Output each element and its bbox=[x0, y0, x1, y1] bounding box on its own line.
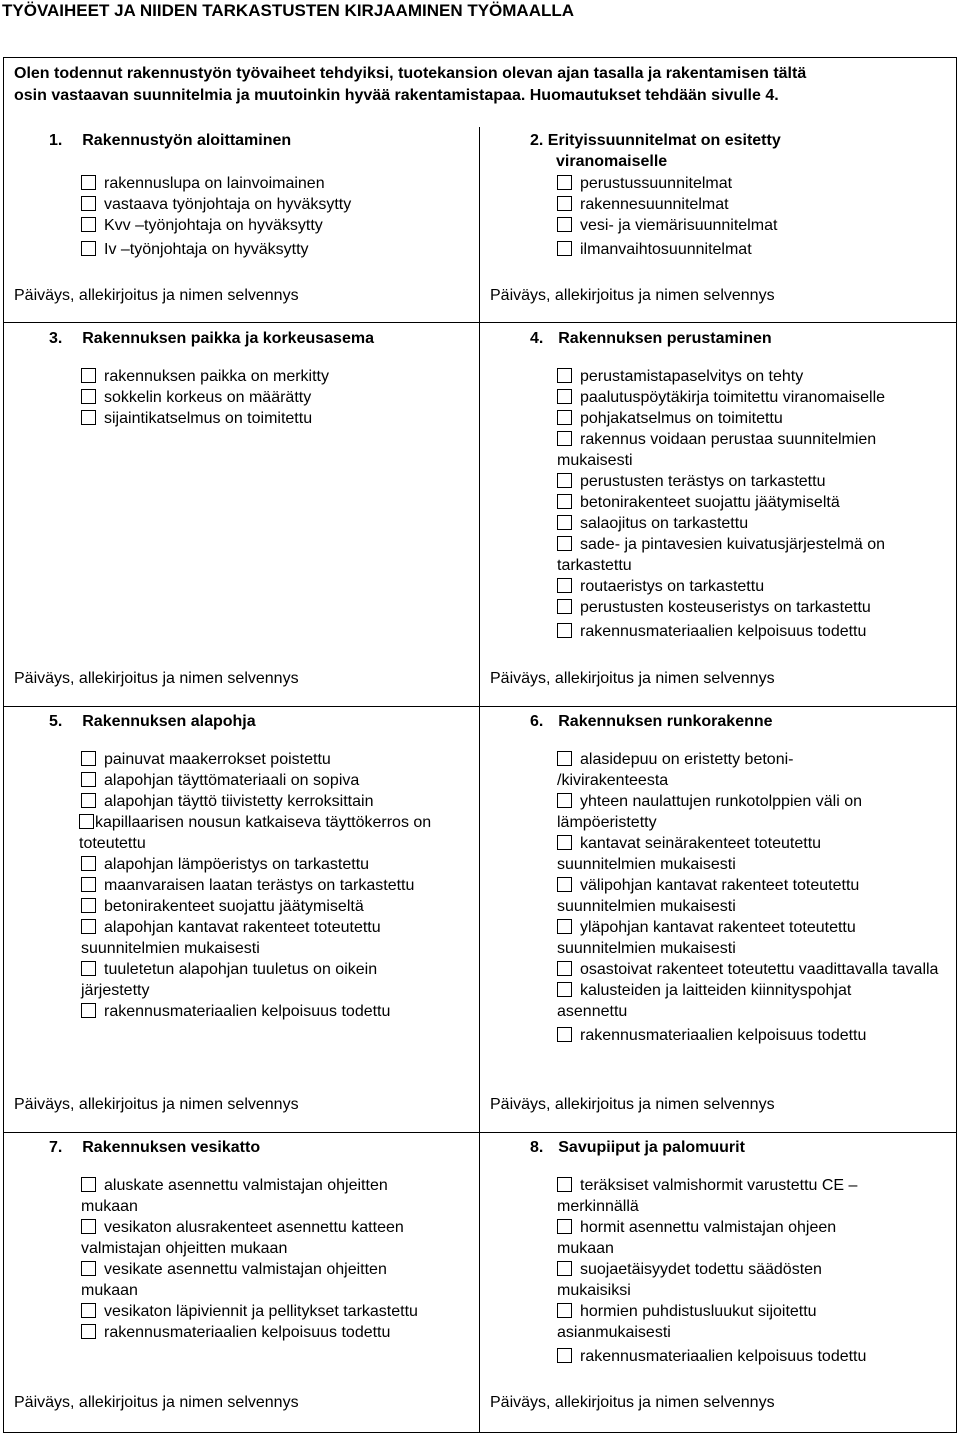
checklist-item bbox=[557, 980, 907, 1022]
checkbox[interactable] bbox=[81, 1003, 96, 1018]
item-label: rakennuksen paikka on merkitty bbox=[104, 368, 329, 385]
checkbox[interactable] bbox=[81, 856, 96, 871]
checklist-item bbox=[557, 534, 942, 576]
checkbox[interactable] bbox=[557, 599, 572, 614]
signature-line: Päiväys, allekirjoitus ja nimen selvennys bbox=[490, 287, 775, 304]
checkbox[interactable] bbox=[81, 898, 96, 913]
item-label: betonirakenteet suojattu jäätymiseltä bbox=[104, 898, 364, 915]
checkbox[interactable] bbox=[557, 196, 572, 211]
section-3-heading bbox=[49, 328, 374, 349]
checkbox[interactable] bbox=[81, 175, 96, 190]
item-label: rakennesuunnitelmat bbox=[580, 196, 729, 213]
checklist-item bbox=[557, 621, 949, 642]
checklist-item bbox=[557, 1346, 942, 1367]
section-number: 6. bbox=[530, 713, 544, 730]
checklist-item bbox=[557, 1025, 942, 1046]
checkbox[interactable] bbox=[557, 368, 572, 383]
checklist-item bbox=[557, 875, 897, 917]
checkbox[interactable] bbox=[81, 772, 96, 787]
checklist-item bbox=[557, 408, 949, 429]
checklist-item bbox=[81, 1217, 461, 1259]
checklist-item bbox=[557, 239, 947, 260]
checkbox[interactable] bbox=[557, 1219, 572, 1234]
section-8-heading bbox=[530, 1137, 745, 1158]
item-label: painuvat maakerrokset poistettu bbox=[104, 751, 331, 768]
checkbox[interactable] bbox=[557, 751, 572, 766]
section-title: Rakennuksen paikka ja korkeusasema bbox=[82, 330, 374, 347]
checklist-item bbox=[557, 366, 949, 387]
checklist-item bbox=[81, 173, 471, 194]
signature-line: Päiväys, allekirjoitus ja nimen selvennys bbox=[14, 1394, 299, 1411]
item-label: alapohjan täyttö tiivistetty kerroksittain bbox=[104, 793, 374, 810]
row-divider-3 bbox=[3, 1132, 957, 1133]
checkbox[interactable] bbox=[557, 623, 572, 638]
section-3-checklist bbox=[81, 366, 471, 429]
section-number: 7. bbox=[49, 1139, 63, 1156]
section-4-checklist bbox=[557, 366, 949, 642]
section-number: 4. bbox=[530, 330, 544, 347]
item-label: välipohjan kantavat rakenteet toteutettu suunnitelmien mukaisesti bbox=[557, 877, 860, 915]
checklist-item bbox=[557, 791, 897, 833]
checklist-item bbox=[557, 194, 947, 215]
checklist-item bbox=[81, 408, 471, 429]
item-label: perustamistapaselvitys on tehty bbox=[580, 368, 804, 385]
frame-left-border bbox=[3, 57, 4, 1433]
item-label: sade- ja pintavesien kuivatusjärjestelmä on tarkastettu bbox=[557, 536, 886, 574]
section-5-checklist bbox=[81, 749, 466, 1022]
checkbox[interactable] bbox=[557, 835, 572, 850]
section-title: Rakennuksen vesikatto bbox=[82, 1139, 261, 1156]
frame-bottom-border bbox=[3, 1432, 957, 1433]
item-label: alapohjan lämpöeristys on tarkastettu bbox=[104, 856, 370, 873]
item-label: perustusten kosteuseristys on tarkastettu bbox=[580, 599, 871, 616]
checklist-item bbox=[81, 770, 466, 791]
checklist-item bbox=[557, 513, 949, 534]
item-label: alapohjan kantavat rakenteet toteutettu suunnitelmien mukaisesti bbox=[81, 919, 381, 957]
signature-line: Päiväys, allekirjoitus ja nimen selvennys bbox=[490, 1096, 775, 1113]
checklist-item bbox=[81, 917, 466, 959]
item-label: betonirakenteet suojattu jäätymiseltä bbox=[580, 494, 840, 511]
checkbox[interactable] bbox=[557, 431, 572, 446]
checkbox[interactable] bbox=[81, 368, 96, 383]
item-label: rakennusmateriaalien kelpoisuus todettu bbox=[580, 623, 867, 640]
section-number: 1. bbox=[49, 132, 63, 149]
checklist-item bbox=[557, 1175, 917, 1217]
checklist-item bbox=[557, 1259, 872, 1301]
checklist-item bbox=[81, 791, 466, 812]
checkbox[interactable] bbox=[557, 515, 572, 530]
checkbox[interactable] bbox=[81, 217, 96, 232]
checklist-item bbox=[557, 959, 947, 980]
item-label: sokkelin korkeus on määrätty bbox=[104, 389, 312, 406]
checkbox[interactable] bbox=[81, 196, 96, 211]
section-title: Savupiiput ja palomuurit bbox=[558, 1139, 745, 1156]
checkbox[interactable] bbox=[557, 961, 572, 976]
row-divider-2 bbox=[3, 706, 957, 707]
item-label: kapillaarisen nousun katkaiseva täyttökerros on toteutettu bbox=[79, 814, 432, 852]
checklist-item bbox=[557, 173, 947, 194]
checklist-item bbox=[81, 387, 471, 408]
checkbox[interactable] bbox=[81, 389, 96, 404]
section-title: Rakennuksen runkorakenne bbox=[558, 713, 773, 730]
checklist-item bbox=[557, 429, 929, 471]
section-title-line-1: Erityissuunnitelmat on esitetty bbox=[547, 132, 781, 149]
signature-line: Päiväys, allekirjoitus ja nimen selvennys bbox=[14, 670, 299, 687]
intro-text bbox=[14, 63, 944, 107]
item-label: kalusteiden ja laitteiden kiinnityspohjat asennettu bbox=[557, 982, 852, 1020]
item-label: routaeristys on tarkastettu bbox=[580, 578, 765, 595]
item-label: aluskate asennettu valmistajan ohjeitten mukaan bbox=[81, 1177, 388, 1215]
checkbox[interactable] bbox=[557, 793, 572, 808]
checklist-item bbox=[557, 576, 949, 597]
item-label: Iv –työnjohtaja on hyväksytty bbox=[104, 241, 309, 258]
item-label: rakennusmateriaalien kelpoisuus todettu bbox=[104, 1003, 391, 1020]
item-label: vastaava työnjohtaja on hyväksytty bbox=[104, 196, 352, 213]
checkbox[interactable] bbox=[557, 877, 572, 892]
checkbox[interactable] bbox=[557, 1303, 572, 1318]
section-6-checklist bbox=[557, 749, 942, 1046]
checkbox[interactable] bbox=[557, 578, 572, 593]
section-number: 8. bbox=[530, 1139, 544, 1156]
section-1-checklist bbox=[81, 173, 471, 260]
checkbox[interactable] bbox=[81, 751, 96, 766]
checkbox[interactable] bbox=[81, 1324, 96, 1339]
section-7-heading bbox=[49, 1137, 260, 1158]
signature-line: Päiväys, allekirjoitus ja nimen selvennys bbox=[14, 287, 299, 304]
item-label: hormien puhdistusluukut sijoitettu asianmukaisesti bbox=[557, 1303, 817, 1341]
checklist-item bbox=[81, 1322, 466, 1343]
checkbox[interactable] bbox=[557, 175, 572, 190]
document-title: TYÖVAIHEET JA NIIDEN TARKASTUSTEN KIRJAAMINEN TYÖMAALLA bbox=[2, 1, 575, 20]
checklist-item bbox=[81, 194, 471, 215]
intro-line-2: osin vastaavan suunnitelmia ja muutoinkin hyvää rakentamistapaa. Huomautukset tehdään sivulle 4. bbox=[14, 87, 779, 104]
item-label: yhteen naulattujen runkotolppien väli on lämpöeristetty bbox=[557, 793, 862, 831]
checklist-item bbox=[557, 1217, 887, 1259]
checkbox[interactable] bbox=[81, 877, 96, 892]
checkbox[interactable] bbox=[81, 410, 96, 425]
section-6-heading bbox=[530, 711, 773, 732]
checkbox[interactable] bbox=[79, 814, 94, 829]
checklist-item bbox=[81, 1259, 441, 1301]
item-label: perustussuunnitelmat bbox=[580, 175, 733, 192]
section-2-heading bbox=[530, 130, 781, 172]
checkbox[interactable] bbox=[557, 241, 572, 256]
checklist-item bbox=[557, 597, 949, 618]
signature-line: Päiväys, allekirjoitus ja nimen selvennys bbox=[14, 1096, 299, 1113]
checkbox[interactable] bbox=[81, 1219, 96, 1234]
section-title: Rakennustyön aloittaminen bbox=[82, 132, 292, 149]
checkbox[interactable] bbox=[81, 793, 96, 808]
intro-line-1: Olen todennut rakennustyön työvaiheet tehdyiksi, tuotekansion olevan ajan tasalla ja rakentamisen tältä bbox=[14, 65, 807, 82]
section-number: 3. bbox=[49, 330, 63, 347]
checklist-item bbox=[81, 1001, 466, 1022]
item-label: maanvaraisen laatan terästys on tarkastettu bbox=[104, 877, 415, 894]
item-label: rakennusmateriaalien kelpoisuus todettu bbox=[580, 1348, 867, 1365]
checklist-item bbox=[81, 749, 466, 770]
section-2-checklist bbox=[557, 173, 947, 260]
checkbox[interactable] bbox=[557, 1177, 572, 1192]
item-label: vesi- ja viemärisuunnitelmat bbox=[580, 217, 778, 234]
frame-right-border bbox=[956, 57, 957, 1433]
section-title-line-2: viranomaiselle bbox=[556, 153, 668, 170]
checkbox[interactable] bbox=[557, 494, 572, 509]
item-label: rakennus voidaan perustaa suunnitelmien mukaisesti bbox=[557, 431, 877, 469]
checklist-item bbox=[557, 471, 949, 492]
checklist-item bbox=[81, 854, 466, 875]
section-title: Rakennuksen alapohja bbox=[82, 713, 256, 730]
checklist-item bbox=[81, 215, 471, 236]
checklist-item bbox=[81, 875, 466, 896]
checkbox[interactable] bbox=[557, 410, 572, 425]
checkbox[interactable] bbox=[557, 536, 572, 551]
section-number: 2. bbox=[530, 132, 544, 149]
checklist-item bbox=[557, 387, 949, 408]
section-4-heading bbox=[530, 328, 772, 349]
checkbox[interactable] bbox=[557, 1261, 572, 1276]
checkbox[interactable] bbox=[557, 217, 572, 232]
checklist-item bbox=[81, 366, 471, 387]
item-label: yläpohjan kantavat rakenteet toteutettu suunnitelmien mukaisesti bbox=[557, 919, 856, 957]
item-label: sijaintikatselmus on toimitettu bbox=[104, 410, 313, 427]
checkbox[interactable] bbox=[81, 961, 96, 976]
item-label: rakennusmateriaalien kelpoisuus todettu bbox=[104, 1324, 391, 1341]
checkbox[interactable] bbox=[557, 389, 572, 404]
section-7-checklist bbox=[81, 1175, 466, 1343]
item-label: perustusten terästys on tarkastettu bbox=[580, 473, 826, 490]
checklist-item bbox=[557, 492, 949, 513]
checklist-item bbox=[79, 812, 474, 854]
item-label: salaojitus on tarkastettu bbox=[580, 515, 749, 532]
checklist-item bbox=[557, 749, 857, 791]
checklist-item bbox=[81, 1301, 466, 1322]
signature-line: Päiväys, allekirjoitus ja nimen selvennys bbox=[490, 1394, 775, 1411]
checklist-item bbox=[557, 833, 857, 875]
item-label: rakennuslupa on lainvoimainen bbox=[104, 175, 325, 192]
section-number: 5. bbox=[49, 713, 63, 730]
checkbox[interactable] bbox=[81, 919, 96, 934]
item-label: vesikaton alusrakenteet asennettu katteen valmistajan ohjeitten mukaan bbox=[81, 1219, 404, 1257]
checklist-item bbox=[557, 215, 947, 236]
section-title: Rakennuksen perustaminen bbox=[558, 330, 772, 347]
item-label: Kvv –työnjohtaja on hyväksytty bbox=[104, 217, 323, 234]
item-label: tuuletetun alapohjan tuuletus on oikein järjestetty bbox=[81, 961, 378, 999]
section-1-heading bbox=[49, 130, 291, 151]
checklist-item bbox=[81, 959, 426, 1001]
frame-top-border bbox=[3, 57, 957, 58]
checklist-item bbox=[81, 896, 466, 917]
checkbox[interactable] bbox=[557, 473, 572, 488]
checklist-item bbox=[557, 917, 897, 959]
item-label: hormit asennettu valmistajan ohjeen mukaan bbox=[557, 1219, 837, 1257]
checkbox[interactable] bbox=[557, 919, 572, 934]
item-label: paalutuspöytäkirja toimitettu viranomaiselle bbox=[580, 389, 886, 406]
item-label: osastoivat rakenteet toteutettu vaadittavalla tavalla bbox=[580, 961, 939, 978]
signature-line: Päiväys, allekirjoitus ja nimen selvennys bbox=[490, 670, 775, 687]
item-label: alasidepuu on eristetty betoni- /kivirakenteesta bbox=[557, 751, 794, 789]
section-8-checklist bbox=[557, 1175, 942, 1367]
checklist-item bbox=[557, 1301, 857, 1343]
item-label: pohjakatselmus on toimitettu bbox=[580, 410, 783, 427]
checklist-item bbox=[81, 1175, 441, 1217]
item-label: vesikaton läpiviennit ja pellitykset tarkastettu bbox=[104, 1303, 418, 1320]
checkbox[interactable] bbox=[557, 982, 572, 997]
checklist-item bbox=[81, 239, 471, 260]
item-label: ilmanvaihtosuunnitelmat bbox=[580, 241, 752, 258]
item-label: teräksiset valmishormit varustettu CE –merkinnällä bbox=[557, 1177, 858, 1215]
item-label: alapohjan täyttömateriaali on sopiva bbox=[104, 772, 360, 789]
section-5-heading bbox=[49, 711, 256, 732]
item-label: rakennusmateriaalien kelpoisuus todettu bbox=[580, 1027, 867, 1044]
row-divider-1 bbox=[3, 322, 957, 323]
checkbox[interactable] bbox=[81, 1177, 96, 1192]
item-label: kantavat seinärakenteet toteutettu suunnitelmien mukaisesti bbox=[557, 835, 822, 873]
checkbox[interactable] bbox=[81, 1303, 96, 1318]
checkbox[interactable] bbox=[557, 1027, 572, 1042]
checkbox[interactable] bbox=[81, 241, 96, 256]
checkbox[interactable] bbox=[81, 1261, 96, 1276]
checkbox[interactable] bbox=[557, 1348, 572, 1363]
item-label: vesikate asennettu valmistajan ohjeitten mukaan bbox=[81, 1261, 387, 1299]
item-label: suojaetäisyydet todettu säädösten mukaisiksi bbox=[557, 1261, 822, 1299]
